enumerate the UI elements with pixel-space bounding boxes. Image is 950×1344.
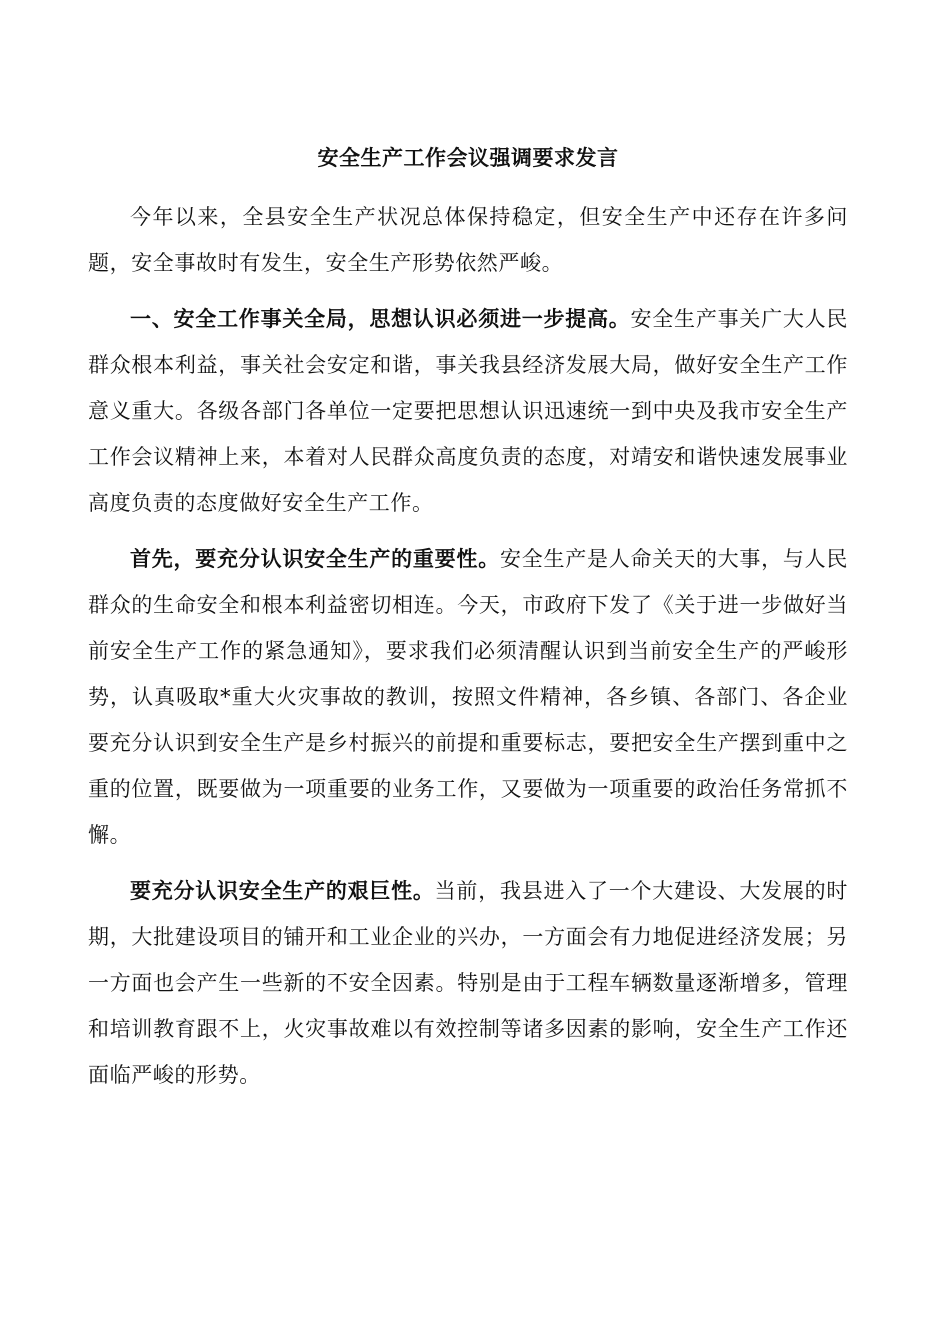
paragraph-lead: 一、安全工作事关全局，思想认识必须进一步提高。 <box>130 306 631 331</box>
paragraph-text: 安全生产事关广大人民群众根本利益，事关社会安定和谐，事关我县经济发展大局，做好安全生产工作意义重大。各级各部门各单位一定要把思想认识迅速统一到中央及我市安全生产工作会议精神上来，本着对人民群众高度负责的态度，对靖安和谐快速发展事业高度负责的态度做好安全生产工作。 <box>88 307 848 515</box>
paragraph-lead: 要充分认识安全生产的艰巨性。 <box>130 878 435 903</box>
paragraph-importance <box>88 536 848 858</box>
paragraph-text: 今年以来，全县安全生产状况总体保持稳定，但安全生产中还存在许多问题，安全事故时有发生，安全生产形势依然严峻。 <box>88 205 848 275</box>
paragraph-intro <box>88 194 848 286</box>
paragraph-lead: 首先，要充分认识安全生产的重要性。 <box>130 546 500 571</box>
document-page <box>88 140 848 1108</box>
paragraph-text: 安全生产是人命关天的大事，与人民群众的生命安全和根本利益密切相连。今天，市政府下发了《关于进一步做好当前安全生产工作的紧急通知》，要求我们必须清醒认识到当前安全生产的严峻形势，认真吸取*重大火灾事故的教训，按照文件精神，各乡镇、各部门、各企业要充分认识到安全生产是乡村振兴的前提和重要标志，要把安全生产摆到重中之重的位置，既要做为一项重要的业务工作，又要做为一项重要的政治任务常抓不懈。 <box>88 547 848 847</box>
paragraph-section-one <box>88 296 848 526</box>
document-title: 安全生产工作会议强调要求发言 <box>317 145 619 170</box>
paragraph-text: 当前，我县进入了一个大建设、大发展的时期，大批建设项目的铺开和工业企业的兴办，一方面会有力地促进经济发展；另一方面也会产生一些新的不安全因素。特别是由于工程车辆数量逐渐增多，管理和培训教育跟不上，火灾事故难以有效控制等诸多因素的影响，安全生产工作还面临严峻的形势。 <box>88 879 848 1087</box>
paragraph-difficulty <box>88 868 848 1098</box>
